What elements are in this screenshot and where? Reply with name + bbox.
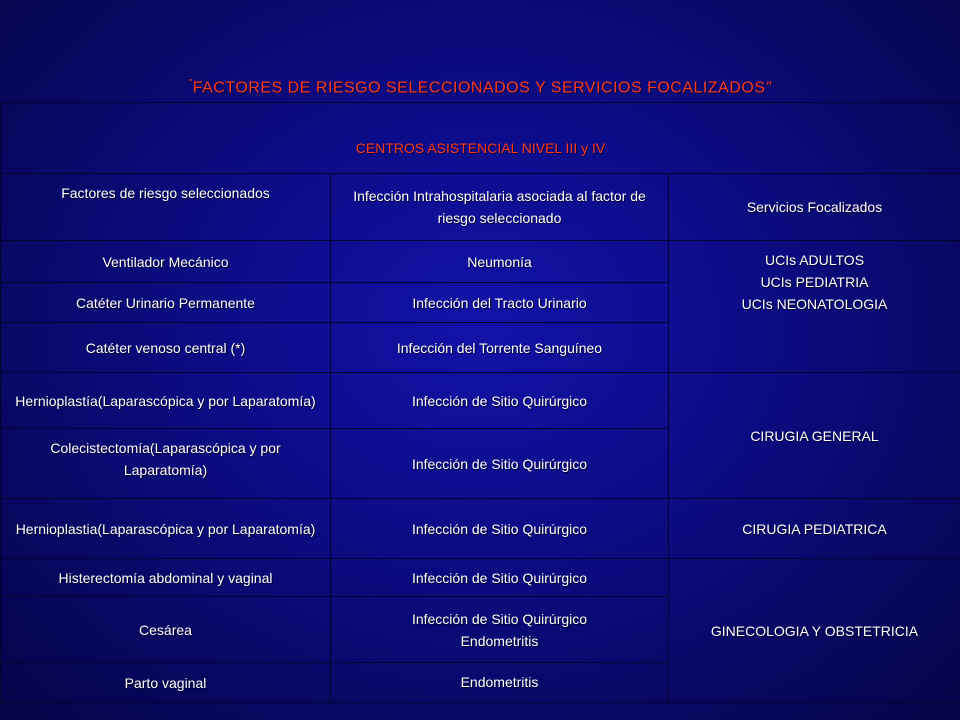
factor-cell: Ventilador Mecánico (1, 241, 331, 283)
infeccion-cell: Infección del Torrente Sanguíneo (331, 323, 669, 373)
title-text: FACTORES DE RIESGO SELECCIONADOS Y SERVICIOS FOCALIZADOS (192, 79, 766, 97)
factor-cell: Parto vaginal (1, 663, 331, 703)
infeccion-line: Infección de Sitio Quirúrgico (411, 610, 588, 627)
infeccion-cell: Infección del Tracto Urinario (331, 283, 669, 323)
servicio-gineco-cell: GINECOLOGIA Y OBSTETRICIA (669, 559, 960, 703)
header-factor: Factores de riesgo seleccionados (1, 174, 331, 241)
table-header-row (1, 174, 960, 241)
table-row (1, 373, 960, 429)
servicio-cirugia-general-cell: CIRUGIA GENERAL (669, 373, 960, 499)
subtitle-cell: CENTROS ASISTENCIAL NIVEL III y IV (1, 103, 960, 174)
table-row (1, 241, 960, 283)
factor-cell: Hernioplastía(Laparascópica y por Laparatomía) (1, 373, 331, 429)
title-open-quote: " (188, 78, 193, 89)
infeccion-cell: Endometritis (331, 663, 669, 703)
title-close-quote: ” (765, 79, 772, 97)
factor-cell: Hernioplastia(Laparascópica y por Laparatomía) (1, 499, 331, 559)
factor-cell: Catéter venoso central (*) (1, 323, 331, 373)
header-servicio: Servicios Focalizados (669, 174, 960, 241)
servicio-cirugia-pediatrica-cell: CIRUGIA PEDIATRICA (669, 499, 960, 559)
infeccion-cell: Neumonía (331, 241, 669, 283)
infeccion-line: Endometritis (460, 632, 539, 649)
header-infeccion: Infección Intrahospitalaria asociada al factor de riesgo seleccionado (331, 174, 669, 241)
infeccion-cell: Infección de Sitio Quirúrgico (331, 429, 669, 499)
factor-cell: Catéter Urinario Permanente (1, 283, 331, 323)
infeccion-cell (331, 597, 669, 663)
infeccion-cell: Infección de Sitio Quirúrgico (331, 373, 669, 429)
factor-cell: Cesárea (1, 597, 331, 663)
servicio-line: UCIs ADULTOS (764, 252, 865, 268)
table-row (1, 559, 960, 597)
risk-factors-table (0, 102, 960, 703)
slide-title (0, 78, 960, 97)
factor-cell: Colecistectomía(Laparascópica y por Laparatomía) (1, 429, 331, 499)
servicio-line: UCIs NEONATOLOGIA (741, 296, 888, 312)
factor-cell: Histerectomía abdominal y vaginal (1, 559, 331, 597)
servicio-uci-cell (669, 241, 960, 373)
infeccion-cell: Infección de Sitio Quirúrgico (331, 499, 669, 559)
table-subtitle-row (1, 103, 960, 174)
servicio-line: UCIs PEDIATRIA (760, 274, 869, 290)
infeccion-cell: Infección de Sitio Quirúrgico (331, 559, 669, 597)
table-row (1, 499, 960, 559)
